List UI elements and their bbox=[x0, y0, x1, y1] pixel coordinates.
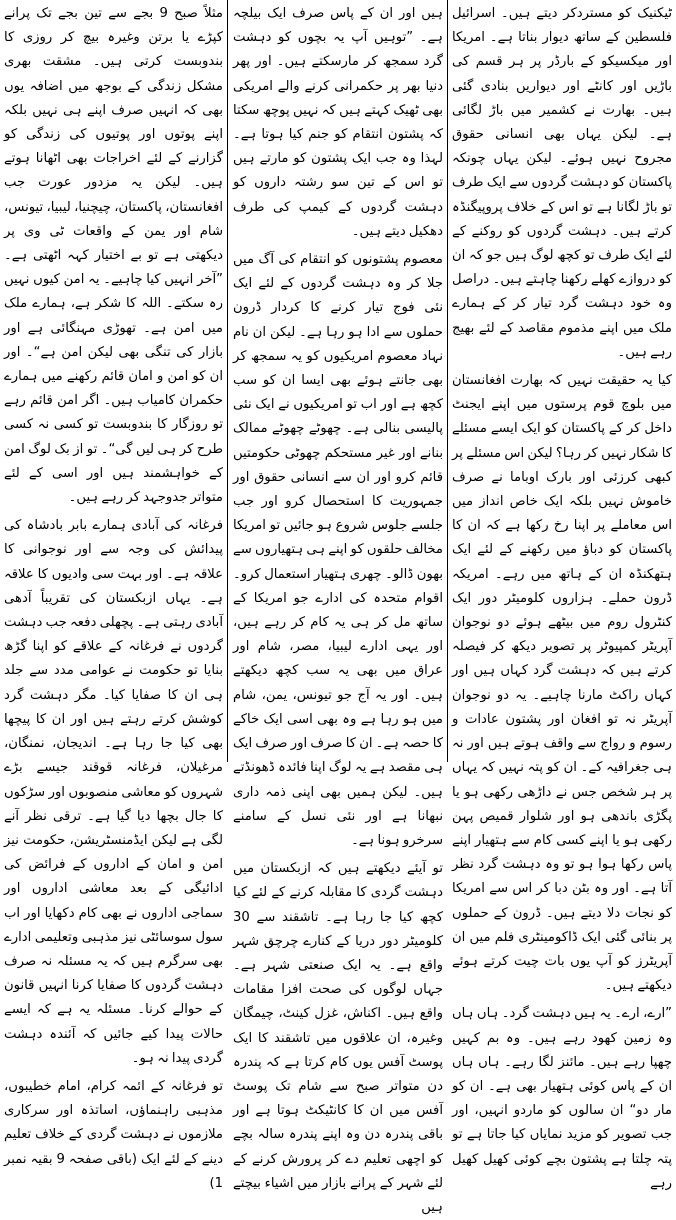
column-left bbox=[2, 2, 225, 1191]
paragraph: معصوم پشتونوں کو انتقام کی آگ میں جلا کر وہ دہشت گردوں کے لئے ایک نئی فوج تیار کرنے کا کردار ڈرون حملوں سے ادا ہو رہا ہے۔ لیکن ان نام نہاد معصوم امریکیوں کو یہ سمجھ کر بھی جانتے ہوئے بھی ایسا ان کو سب کچھ ہے اور اب تو امریکیوں نے ایک نئی پالیسی بنالی ہے۔ چھوٹے چھوٹے ممالک بنانے اور غیر مستحکم چھوٹی حکومتیں قائم کرو اور ان سے انسانی حقوق اور جمہوریت کا استحصال کرو اور جب جلسے جلوس شروع ہو جائیں تو امریکا مخالف حلقوں کو اپنے ہی ہتھیاروں سے بھون ڈالو۔ چھری ہتھیار استعمال کرو۔ اقوام متحدہ کی ادارے جو امریکا کے ساتھ مل کر ہی یہ کام کر رہے ہیں، اور یہی ادارے لیبیا، مصر، شام اور عراق میں بھی یہ سب کچھ دیکھتے ہیں۔ اور یہ آج جو تیونس، یمن، شام میں ہو رہا ہے وہ بھی اسی ایک خاکے کا حصہ ہے۔ ان کا صرف اور صرف ایک ہی مقصد ہے یہ لوگ اپنا فائدہ ڈھونڈتے ہیں۔ لیکن ہمیں بھی اپنی ذمہ داری نبھانا ہے اور نئی نسل کے سامنے سرخرو ہونا ہے۔ bbox=[233, 252, 443, 848]
column-right bbox=[450, 2, 674, 1191]
paragraph: تو آیئے دیکھتے ہیں کہ ازبکستان میں دہشت گردی کا مقابلہ کرنے کے لئے کیا کچھ کیا جا رہا ہے۔ تاشقند سے 30 کلومیٹر دور دریا کے کنارے چرچق شہر واقع ہے۔ یہ ایک صنعتی شہر ہے۔ جہاں لوگوں کی صحت افزا مقامات واقع ہیں۔ اکناش، غزل کینٹ، چیمگان وغیرہ، ان علاقوں میں تاشقند کا ایک پوسٹ آفس یوں کام کرتا ہے کہ پندرہ دن متواتر صبح سے شام تک پوسٹ آفس میں ان کا کانٹیکٹ ہوتا ہے اور باقی پندرہ دن وہ اپنے پندرہ سالہ بچے کو اچھی تعلیم دے کر پرورش کرنے کے لئے شہر کے پرانے بازار میں اشیاء بیچتے ہیں bbox=[233, 861, 443, 1215]
paragraph: مثلاً صبح 9 بجے سے تین بجے تک پرانے کپڑے یا برتن وغیرہ بیچ کر روزی کا بندوبست کرتی ہیں۔ مشقت بھری مشکل زندگی کے بوجھ میں اضافہ یوں بھی کہ انہیں صرف اپنے ہی نہیں بلکہ اپنے پوتوں اور پوتیوں کی زندگی کو گزارنے کے لئے اخراجات بھی اٹھانا ہوتے ہیں۔ لیکن یہ مزدور عورت جب افغانستان، پاکستان، چیچنیا، لیبیا، تیونس، شام اور یمن کے واقعات ٹی وی پر دیکھتی ہے تو بے اختیار کہہ اٹھتی ہے۔ ”آخر انہیں کیا چاہیے۔ یہ امن کیوں نہیں رہ سکتے۔ اللہ کا شکر ہے، ہمارے ملک میں امن ہے۔ تھوڑی مہنگائی ہے اور بازار کی تنگی بھی لیکن امن ہے“۔ اور ان کو امن و امان قائم رکھنے میں ہمارے حکمران کامیاب ہیں۔ اگر امن قائم رہے تو روزگار کا بندوبست تو کسی نہ کسی طرح کر ہی لیں گی“۔ تو از بک لوگ امن کے خواہشمند ہیں اور اسی کے لئے متواتر جدوجہد کر رہے ہیں۔ bbox=[4, 6, 223, 506]
column-middle bbox=[231, 2, 445, 1215]
paragraph: ”ارے، ارے۔ یہ ہیں دہشت گرد۔ ہاں ہاں وہ زمین کھود رہے ہیں۔ وہ بم کہیں چھپا رہے ہیں۔ مائنز لگا رہے۔ ہاں ہاں ان کے پاس کوئی ہتھیار بھی ہے۔ ان کو مار دو“ ان سالوں کو ماردو انہیں، اور جب تصویر کو مزید نمایاں کیا جاتا ہے تو پتہ چلتا ہے پشتون بچے کوئی کھیل کھیل رہے bbox=[452, 1006, 672, 1191]
paragraph: کیا یہ حقیقت نہیں کہ بھارت افغانستان میں بلوچ قوم پرستوں میں اپنے ایجنٹ داخل کر کے پاکستان کو ایک ایسے مسئلے کا شکار نہیں کر رہا؟ لیکن اس مسئلے پر کبھی کرزئی اور بارک اوباما نے صرف خاموش نہیں بلکہ ایک خاص انداز میں اس معاملے پر اپنا رخ رکھا ہے کہ ان کا پاکستان کو دباؤ میں رکھنے کے لئے ایک ہتھکنڈہ ان کے ہاتھ میں رہے۔ امریکہ ڈرون حملے۔ ہزاروں کلومیٹر دور ایک کنٹرول روم میں بیٹھے ہوئے دو نوجوان آپریٹر کمپیوٹر پر تصویر دیکھ کر فیصلہ کرتے ہیں کہ دہشت گرد کہاں ہیں اور کہاں راکٹ مارنا چاہیے۔ یہ دو نوجوان آپریٹر نہ تو افغان اور پشتون عادات و رسوم و رواج سے واقف ہوتے ہیں اور نہ ہی جغرافیہ کے۔ ان کو پتہ نہیں کہ یہاں پر ہر شخص جس نے داڑھی رکھی ہو یا پگڑی باندھی ہو اور شلوار قمیص پہن رکھی ہو یا اپنے کسی کام سے ہتھیار اپنے پاس رکھا ہوا ہو تو وہ دہشت گرد نظر آتا ہے۔ اور وہ بٹن دبا کر اس سے امریکا کو نجات دلا دیتے ہیں۔ ڈرون کے حملوں پر بنائی گئی ایک ڈاکومینٹری فلم میں ان آپریٹرز کو آپ یوں بات چیت کرتے ہوئے دیکھتے ہیں۔ bbox=[452, 373, 672, 994]
column-divider bbox=[447, 0, 448, 762]
column-divider bbox=[227, 0, 228, 762]
paragraph: ہیں اور ان کے پاس صرف ایک بیلچہ ہے۔ ”توہیں آپ یہ بچوں کو دہشت گرد سمجھ کر مارسکتے ہیں۔ اور پھر دنیا بھر پر حکمرانی کرنے والے امریکی بھی ٹھیک کہتے ہیں کہ نہیں پوچھ سکتا کہ پشتون انتقام کو جنم کیا ہوتا ہے۔ لہذا وہ جب ایک پشتون کو مارتے ہیں تو اس کے تین سو رشتہ داروں کو دہشت گردوں کے کیمپ کی طرف دھکیل دیتے ہیں۔ bbox=[233, 6, 443, 239]
paragraph: تو فرغانہ کے ائمہ کرام، امام خطیبوں، مذہبی راہنماؤں، اساتذہ اور سرکاری ملازموں نے دہشت گردی کے خلاف تعلیم دینے کے لئے ایک (باقی صفحہ 9 بقیہ نمبر 1) bbox=[4, 1078, 223, 1191]
paragraph: فرغانہ کی آبادی ہمارے بابر بادشاہ کی پیدائش کی وجہ سے اور نوجوانی کا علاقہ ہے۔ اور بہت سی وادیوں کا علاقہ ہے۔ یہاں ازبکستان کی تقریباً آدھی آبادی رہتی ہے۔ پچھلی دفعہ جب دہشت گردوں نے فرغانہ کے علاقے کو اپنا گڑھ بنایا تو حکومت نے عوامی مدد سے جلد ہی ان کا صفایا کیا۔ مگر دہشت گرد کوشش کرتے رہتے ہیں اور ان کا پیچھا بھی کیا جا رہا ہے۔ اندیجان، نمنگان، مرغیلان، فرغانہ قوقند جیسے بڑے شہروں کو معاشی منصوبوں اور سڑکوں کا جال بچھا دیا گیا ہے۔ ترقی نظر آنے لگی ہے لیکن ایڈمنسٹریشن، حکومت نیز امن و امان کے اداروں کے فرائض کی ادائیگی کے بعد معاشی اداروں اور سماجی اداروں نے بھی کام دکھایا اور اب سول سوسائٹی نیز مذہبی وتعلیمی ادارے بھی سرگرم ہیں کہ یہ مسئلہ نہ صرف دہشت گردوں کا صفایا کرنا انہیں قانون کے حوالے کرنا۔ مسئلہ یہ ہے کہ ایسے حالات پیدا کیے جائیں کہ آئندہ دہشت گردی پیدا نہ ہو۔ bbox=[4, 518, 223, 1066]
paragraph: ٹیکنیک کو مستردکر دیتے ہیں۔ اسرائیل فلسطین کے ساتھ دیوار بناتا ہے۔ امریکا اور میکسیکو کے بارڈر پر ہر قسم کی باڑیں اور کانٹے اور دیواریں بنادی گئی ہیں۔ بھارت نے کشمیر میں باڑ لگائی ہے۔ لیکن یہاں بھی انسانی حقوق مجروح نہیں ہوئے۔ لیکن یہاں چونکہ پاکستان کو دہشت گردوں سے ایک طرف تو باڑ لگانا ہے تو اس کے خلاف پروپیگنڈہ کرتے ہیں۔ دہشت گردوں کو روکنے کے لئے ایک طرف تو کچھ لوگ ہیں جو کہ ان کو دروازے کھلے رکھنا چاہتے ہیں۔ دراصل وہ خود دہشت گرد تیار کر کے ہمارے ملک میں اپنے مذموم مقاصد کے لئے بھیج رہے ہیں۔ bbox=[452, 6, 672, 360]
